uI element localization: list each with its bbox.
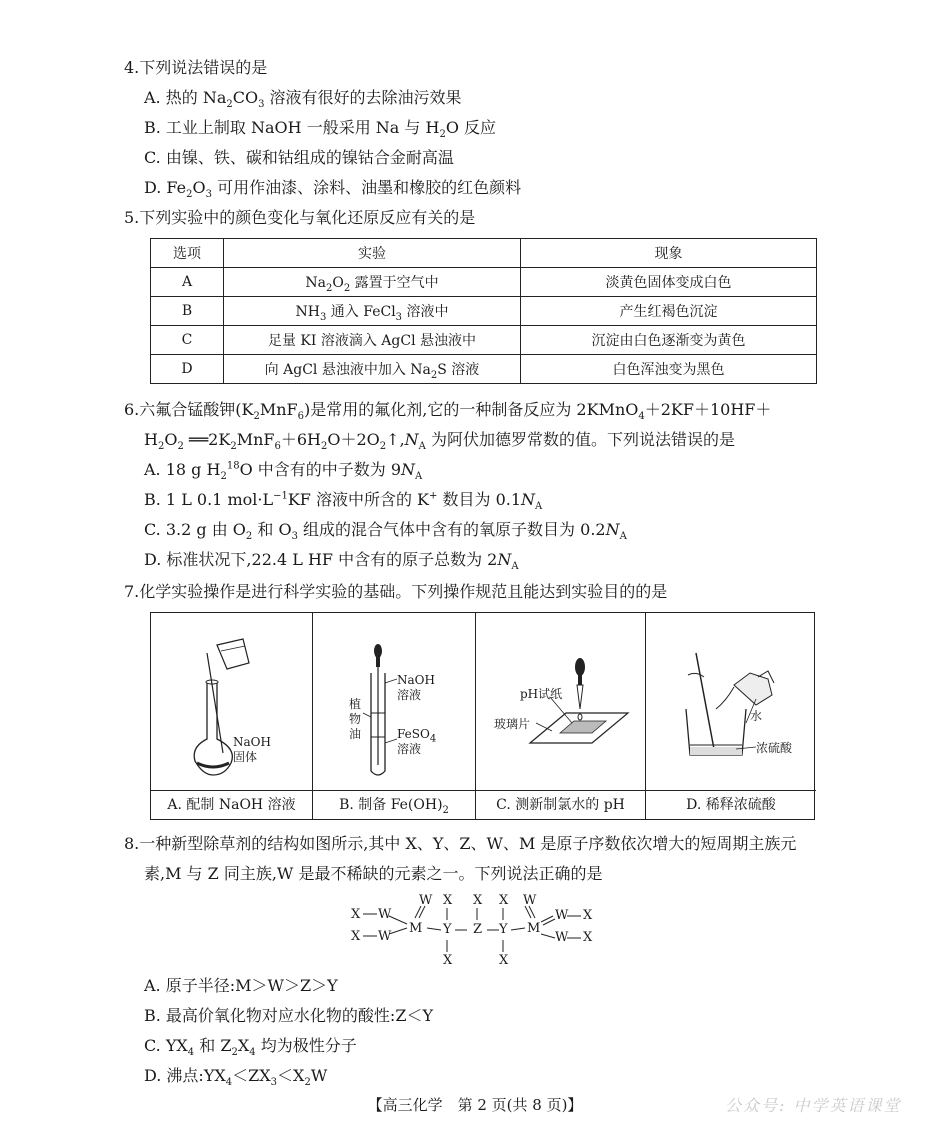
label: FeSO$_4$ [397,727,437,745]
q6-stem-line1: 6.六氟合锰酸钾$(K_2MnF_6)$是常用的氟化剂,它的一种制备反应为 2KMnO$_4$＋2KF＋10HF＋ [124,400,772,423]
table-cell: 沉淀由白色逐渐变为黄色 [521,326,817,355]
table-cell: 产生红褐色沉淀 [521,297,817,326]
table-cell: B [151,297,224,326]
q8-option-d: D. 沸点$:YX_4<ZX_3<X_2W$ [144,1066,328,1089]
atom-x: X [583,908,593,923]
atom-y: Y [499,922,508,937]
q6-option-a: A. 18 g $H_2^{18}O$ 中含有的中子数为 $9N_A$ [144,460,423,483]
q4-option-a: A. 热的 $Na_2CO_3$ 溶液有很好的去除油污效果 [144,88,462,111]
table-header-row [151,239,817,268]
q8-structure-diagram [345,892,615,972]
label: 物 [349,712,362,726]
caption: B. 制备 $Fe(OH)_2$ [313,790,475,819]
atom-x: X [351,907,361,922]
q8-stem-line1: 8.一种新型除草剂的结构如图所示,其中 X、Y、Z、W、M 是原子序数依次增大的短周期主族元 [124,834,797,853]
atom-w: W [523,893,537,908]
caption: D. 稀释浓硫酸 [646,790,816,819]
table-cell: 足量 KI 溶液滴入 AgCl 悬浊液中 [224,326,521,355]
q6-option-d: D. 标准状况下,22.4 L HF 中含有的原子总数为 $2N_A$ [144,550,519,573]
label: NaOH [233,735,271,749]
atom-m: M [409,921,423,936]
q8-option-b: B. 最高价氧化物对应水化物的酸性:Z＜Y [144,1006,434,1025]
atom-x: X [499,953,509,968]
label: 玻璃片 [494,717,531,731]
page-footer: 【高三化学 第 2 页(共 8 页)】 [367,1096,583,1114]
q4-option-c: C. 由镍、铁、碳和钴组成的镍钴合金耐高温 [144,148,454,167]
q8-option-a: A. 原子半径:M＞W＞Z＞Y [144,976,338,995]
q8-stem-line2: 素,M 与 Z 同主族,W 是最不稀缺的元素之一。下列说法正确的是 [144,864,603,883]
q7-stem: 7.化学实验操作是进行科学实验的基础。下列操作规范且能达到实验目的的是 [124,582,668,601]
table-cell: $Na_2O_2$ 露置于空气中 [224,268,521,297]
q7-cell-a [151,613,313,819]
ph-paper-icon [476,613,646,793]
table-header: 实验 [224,239,521,268]
beaker-icon [646,613,816,793]
q6-stem-line2: $H_2O_2$ $══2K_2MnF_6+6H_2O+2O_2↑,N_A$ 为阿伏加德罗常数的值。下列说法错误的是 [144,430,735,453]
q7-figure-table [150,612,815,820]
q6-option-c: C. 3.2 g 由 $O_2$ 和 $O_3$ 组成的混合气体中含有的氧原子数目为 $0.2N_A$ [144,520,627,543]
label: pH试纸 [520,687,563,701]
label: 溶液 [397,688,422,702]
q7-cell-b [313,613,476,819]
table-cell: 淡黄色固体变成白色 [521,268,817,297]
label: 浓硫酸 [756,741,793,755]
label: 固体 [233,750,258,764]
table-cell: 白色浑浊变为黑色 [521,355,817,384]
q5-table [150,238,817,384]
table-cell: $NH_3$ 通入 FeCl$_3$ 溶液中 [224,297,521,326]
table-row [151,297,817,326]
atom-w: W [555,930,569,945]
atom-x: X [499,893,509,908]
q5-stem: 5.下列实验中的颜色变化与氧化还原反应有关的是 [124,208,476,227]
q7-cell-c [476,613,646,819]
atom-x: X [443,953,453,968]
atom-w: W [378,929,392,944]
atom-w: W [555,908,569,923]
test-tube-icon [313,613,476,793]
table-cell: A [151,268,224,297]
q8-option-c: C. $YX_4$ 和 $Z_2X_4$ 均为极性分子 [144,1036,357,1059]
atom-w: W [378,907,392,922]
label: 水 [750,709,763,723]
q6-option-b: B. 1 L 0.1 $mol\cdot L^{-1}KF$ 溶液中所含的 K+ 数目为 $0.1N_A$ [144,490,543,513]
table-row [151,355,817,384]
atom-w: W [419,893,433,908]
caption: C. 测新制氯水的 pH [476,790,645,819]
table-cell: 向 AgCl 悬浊液中加入 $Na_2S$ 溶液 [224,355,521,384]
table-row [151,268,817,297]
table-cell: C [151,326,224,355]
table-row [151,326,817,355]
label: NaOH [397,673,435,687]
table-cell: D [151,355,224,384]
label: 植 [349,697,362,711]
q7-cell-d [646,613,816,819]
volumetric-flask-icon [151,613,313,793]
q4-option-d: D. $Fe_2O_3$ 可用作油漆、涂料、油墨和橡胶的红色颜料 [144,178,522,201]
table-header: 选项 [151,239,224,268]
watermark: 公众号: 中学英语课堂 [725,1096,902,1115]
atom-m: M [527,921,541,936]
atom-x: X [473,893,483,908]
atom-y: Y [443,922,452,937]
q4-stem: 4.下列说法错误的是 [124,58,268,77]
atom-z: Z [473,922,483,937]
atom-x: X [351,929,361,944]
label: 油 [349,727,362,741]
atom-x: X [583,930,593,945]
table-header: 现象 [521,239,817,268]
label: 溶液 [397,742,422,756]
caption: A. 配制 NaOH 溶液 [151,790,312,819]
atom-x: X [443,893,453,908]
q4-option-b: B. 工业上制取 NaOH 一般采用 Na 与 $H_2O$ 反应 [144,118,497,141]
